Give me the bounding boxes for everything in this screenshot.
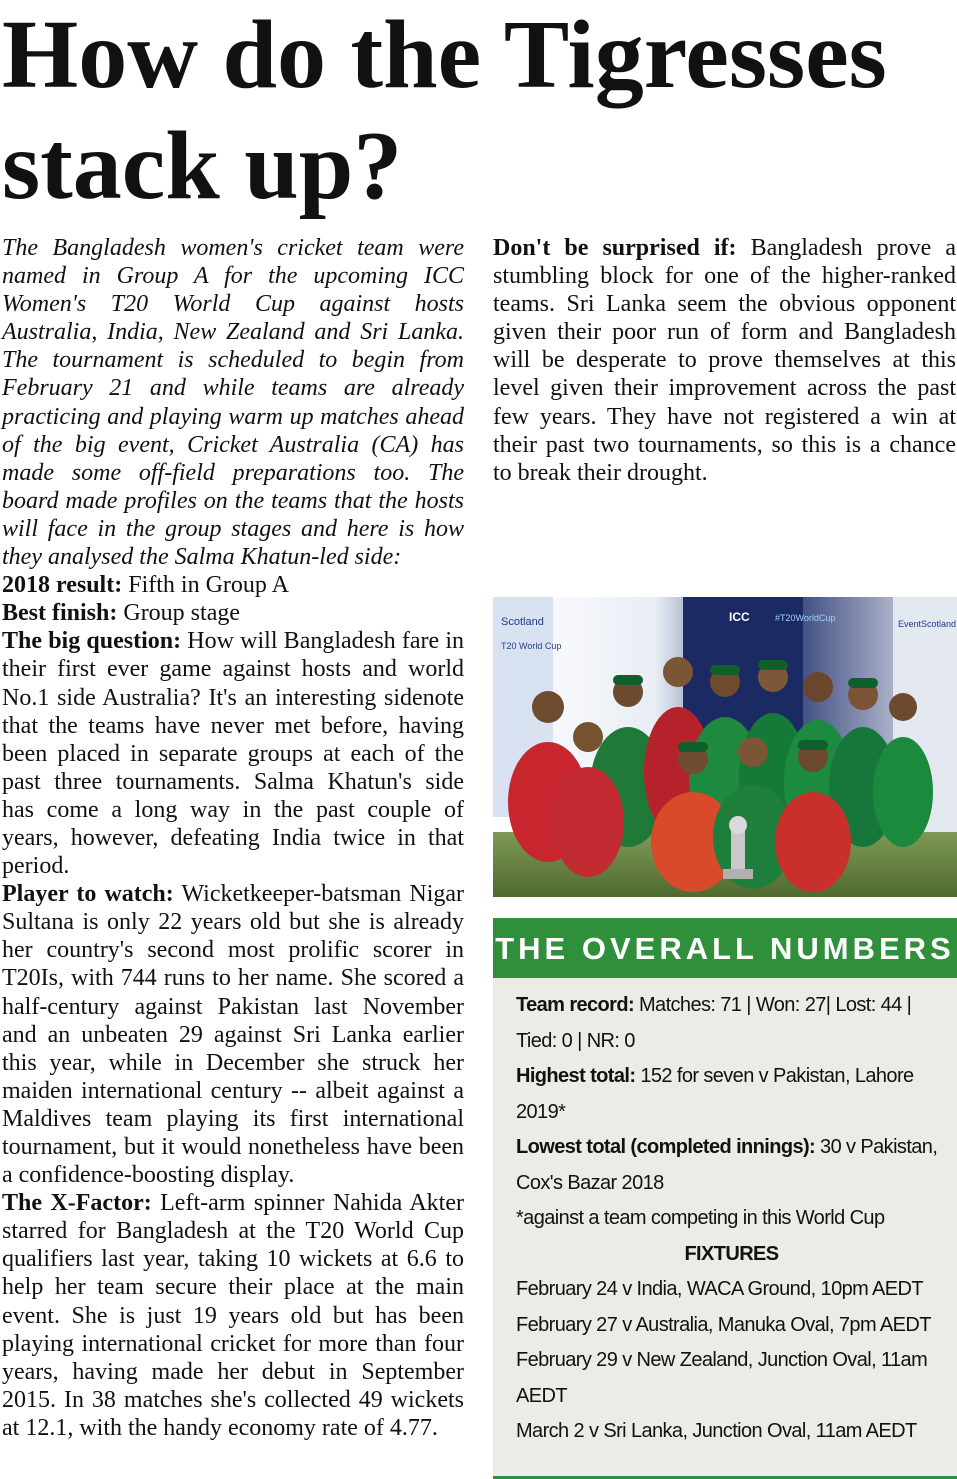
- player-to-watch-paragraph: [2, 880, 464, 1189]
- fixtures-title: FIXTURES: [684, 1242, 779, 1265]
- footnote: *against a team competing in this World Cup: [516, 1207, 885, 1229]
- big-question-label: The big question:: [2, 628, 182, 655]
- big-question-paragraph: [2, 627, 464, 880]
- article-column-right: [493, 234, 956, 487]
- fixture-item: February 27 v Australia, Manuka Oval, 7pm AEDT: [516, 1313, 931, 1336]
- banner-text-1: Scotland: [501, 616, 544, 628]
- best-finish-paragraph: [2, 599, 464, 627]
- lowest-total-text: 30 v Pakistan, Cox's Bazar 2018: [516, 1136, 938, 1194]
- result-paragraph: [2, 571, 464, 599]
- player-to-watch-label: Player to watch:: [2, 881, 174, 908]
- result-label: 2018 result:: [2, 572, 123, 599]
- lowest-total: [516, 1130, 947, 1201]
- article-intro: The Bangladesh women's cricket team were named in Group A for the upcoming ICC Women's T20 World Cup against hosts Australia, India, New Zealand and Sri Lanka. The tournament is scheduled to begin from February 21 and while teams are already practicing and playing warm up matches ahead of the big event, Cricket Australia (CA) has made some off-field preparations too. The board made profiles on the teams that the hosts will face in the group stages and here is how they analysed the Salma Khatun-led side:: [2, 235, 464, 571]
- overall-numbers-title: THE OVERALL NUMBERS: [493, 918, 957, 978]
- article-column-left: [2, 234, 464, 1442]
- x-factor-label: The X-Factor:: [2, 1190, 152, 1217]
- fixture-item: February 24 v India, WACA Ground, 10pm AEDT: [516, 1278, 923, 1300]
- banner-text-0: ICC: [729, 610, 750, 624]
- highest-total: [516, 1059, 947, 1130]
- team-record-text: Matches: 71 | Won: 27| Lost: 44 | Tied: 0 | NR: 0: [516, 994, 912, 1052]
- overall-numbers-box: [493, 918, 957, 1479]
- team-photo-illustration: [493, 597, 957, 897]
- team-photo: [493, 597, 957, 897]
- team-record-label: Team record:: [516, 994, 635, 1016]
- headline: How do the Tigresses stack up?: [2, 1, 887, 220]
- surprise-text: Bangladesh prove a stumbling block for one of the higher-ranked teams. Sri Lanka seem the obvious opponent given their poor run of form and Bangladesh will be desperate to prove themselves at this level given their improvement across the past few years. They have not registered a win at their past two tournaments, so this is a chance to break their drought.: [493, 235, 956, 486]
- big-question-text: How will Bangladesh fare in their first ever game against hosts and world No.1 side Australia? It's an interesting sidenote that the teams have never met before, having been placed in separate groups at each of the past three tournaments. Salma Khatun's side has come a long way in the past couple of years, however, defeating India twice in that period.: [2, 628, 464, 880]
- surprise-paragraph: [493, 234, 956, 487]
- fixture-item: March 2 v Sri Lanka, Junction Oval, 11am AEDT: [516, 1420, 917, 1442]
- fixture-item: February 29 v New Zealand, Junction Oval, 11am AEDT: [516, 1349, 928, 1407]
- banner-text-2: T20 World Cup: [501, 641, 562, 651]
- highest-total-label: Highest total:: [516, 1065, 636, 1087]
- x-factor-text: Left-arm spinner Nahida Akter starred for Bangladesh at the T20 World Cup qualifiers last year, taking 10 wickets at 6.6 to help her team secure their place at the main event. She is just 19 years old but has been playing international cricket for more than four years, having made her debut in September 2015. In 38 matches she's collected 49 wickets at 12.1, with the handy economy rate of 4.77.: [2, 1190, 464, 1441]
- team-record: [516, 988, 947, 1059]
- best-finish-text: Group stage: [117, 600, 240, 627]
- best-finish-label: Best finish:: [2, 600, 118, 627]
- banner-text-4: EventScotland: [898, 619, 957, 629]
- lowest-total-label: Lowest total (completed innings):: [516, 1136, 816, 1158]
- result-text: Fifth in Group A: [122, 572, 289, 599]
- highest-total-text: 152 for seven v Pakistan, Lahore 2019*: [516, 1065, 914, 1123]
- surprise-label: Don't be surprised if:: [493, 235, 737, 261]
- x-factor-paragraph: [2, 1189, 464, 1442]
- overall-numbers-body: [493, 978, 957, 1450]
- banner-text-3: #T20WorldCup: [775, 613, 836, 623]
- player-to-watch-text: Wicketkeeper-batsman Nigar Sultana is only 22 years old but she is already her country's second most prolific scorer in T20Is, with 744 runs to her name. She scored a half-century against Pakistan last November and an unbeaten 29 against Sri Lanka earlier this year, while in December she struck her maiden international century -- albeit against a Maldives team playing its first international tournament, but it would nonetheless have been a confidence-boosting display.: [2, 881, 464, 1189]
